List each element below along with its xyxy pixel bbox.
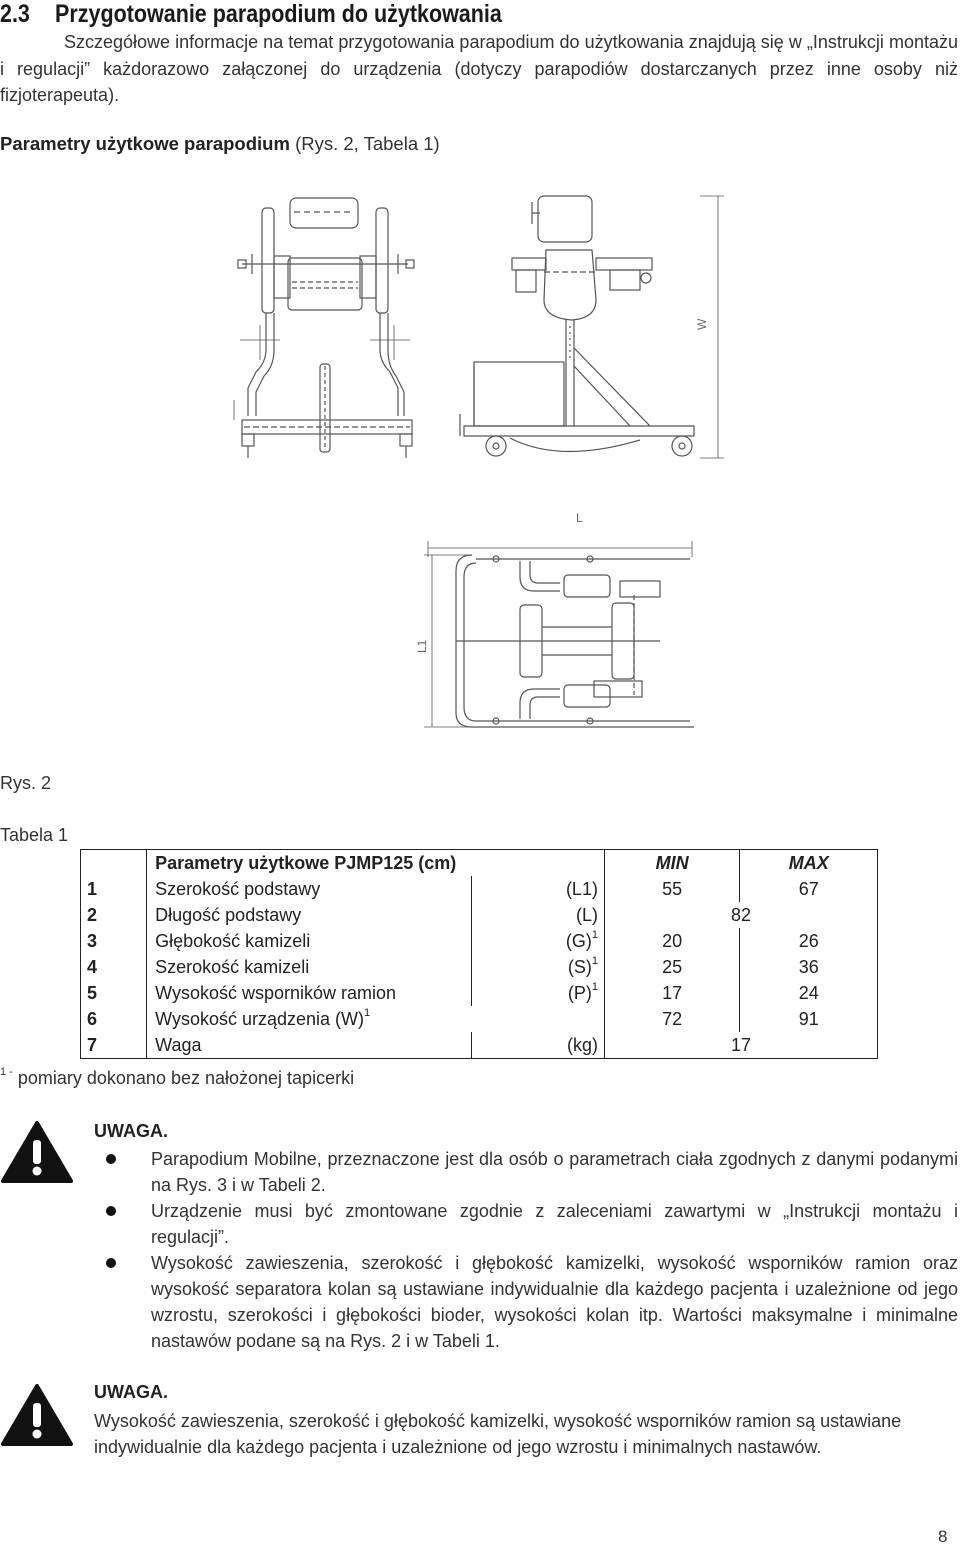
top-view-drawing bbox=[410, 505, 710, 735]
dimension-label-w: W bbox=[695, 318, 709, 330]
section-title: Przygotowanie parapodium do użytkowania bbox=[55, 0, 502, 28]
table-row: 2 Długość podstawy (L) 82 bbox=[81, 902, 878, 928]
table-row: 7 Waga (kg) 17 bbox=[81, 1032, 878, 1059]
warning-icon bbox=[0, 1120, 74, 1184]
table-header-max: MAX bbox=[788, 852, 829, 873]
warning-list bbox=[100, 1146, 958, 1354]
table-caption: Tabela 1 bbox=[0, 825, 69, 845]
page-number: 8 bbox=[938, 1527, 948, 1546]
warning-title: UWAGA. bbox=[94, 1382, 168, 1402]
footnote-text: pomiary dokonano bez nałożonej tapicerki bbox=[17, 1068, 355, 1088]
list-item: Urządzenie musi być zmontowane zgodnie z zaleceniami zawartymi w „Instrukcji montażu i regulacji”. bbox=[100, 1198, 958, 1250]
list-item: Wysokość zawieszenia, szerokość i głębokość kamizelki, wysokość wsporników ramion oraz wysokość separatora kolan są ustawiane indywidualnie dla każdego pacjenta i uzależnione od jego wzrostu, szerokości i głębokości bioder, wysokości kolan itp. Wartości maksymalne i minimalne nastawów podane są na Rys. 2 i w Tabeli 1. bbox=[100, 1250, 958, 1354]
warning-title: UWAGA. bbox=[94, 1121, 168, 1141]
list-item: Parapodium Mobilne, przeznaczone jest dla osób o parametrach ciała zgodnych z danymi podanymi na Rys. 3 i w Tabeli 2. bbox=[100, 1146, 958, 1198]
bullet-icon bbox=[106, 1154, 116, 1164]
figure-caption: Rys. 2 bbox=[0, 773, 52, 793]
subheading-bold: Parametry użytkowe parapodium bbox=[0, 133, 290, 154]
intro-paragraph: Szczegółowe informacje na temat przygotowania parapodium do użytkowania znajdują się w „Instrukcji montażu i regulacji” każdorazowo załączonej do urządzenia (dotyczy parapodiów dostarczanych przez inne osoby niż fizjoterapeuta). bbox=[0, 32, 958, 105]
table-row: 3 Głębokość kamizeli $(G)^1$ 20 26 bbox=[81, 928, 878, 954]
parameters-table bbox=[80, 849, 878, 1059]
section-heading bbox=[0, 0, 502, 29]
table-header-min: MIN bbox=[655, 852, 689, 873]
warning-icon bbox=[0, 1383, 74, 1447]
table-footnote bbox=[0, 1068, 354, 1089]
table-row: 6 Wysokość urządzenia $(W)^1$ 72 91 bbox=[81, 1006, 878, 1032]
dimension-label-l1: L1 bbox=[415, 639, 429, 653]
front-view-drawing bbox=[230, 190, 430, 470]
dimension-label-l: L bbox=[576, 511, 583, 525]
bullet-icon bbox=[106, 1206, 116, 1216]
section-number: 2.3 bbox=[0, 0, 30, 28]
parameters-subheading bbox=[0, 133, 440, 155]
side-view-drawing bbox=[460, 188, 730, 468]
footnote-marker: 1 - bbox=[0, 1066, 13, 1078]
table-header-title: Parametry użytkowe PJMP125 (cm) bbox=[155, 852, 457, 873]
table-row: 5 Wysokość wsporników ramion $(P)^1$ 17 24 bbox=[81, 980, 878, 1006]
subheading-ref: (Rys. 2, Tabela 1) bbox=[295, 133, 440, 154]
table-row: 4 Szerokość kamizeli $(S)^1$ 25 36 bbox=[81, 954, 878, 980]
bullet-icon bbox=[106, 1258, 116, 1268]
table-header-row bbox=[81, 850, 878, 877]
table-row: 1 Szerokość podstawy (L1) 55 67 bbox=[81, 876, 878, 902]
warning-text: Wysokość zawieszenia, szerokość i głębokość kamizelki, wysokość wsporników ramion są ustawiane indywidualnie dla każdego pacjenta i uzależnione od jego wzrostu i minimalnych nastawów. bbox=[94, 1411, 902, 1457]
